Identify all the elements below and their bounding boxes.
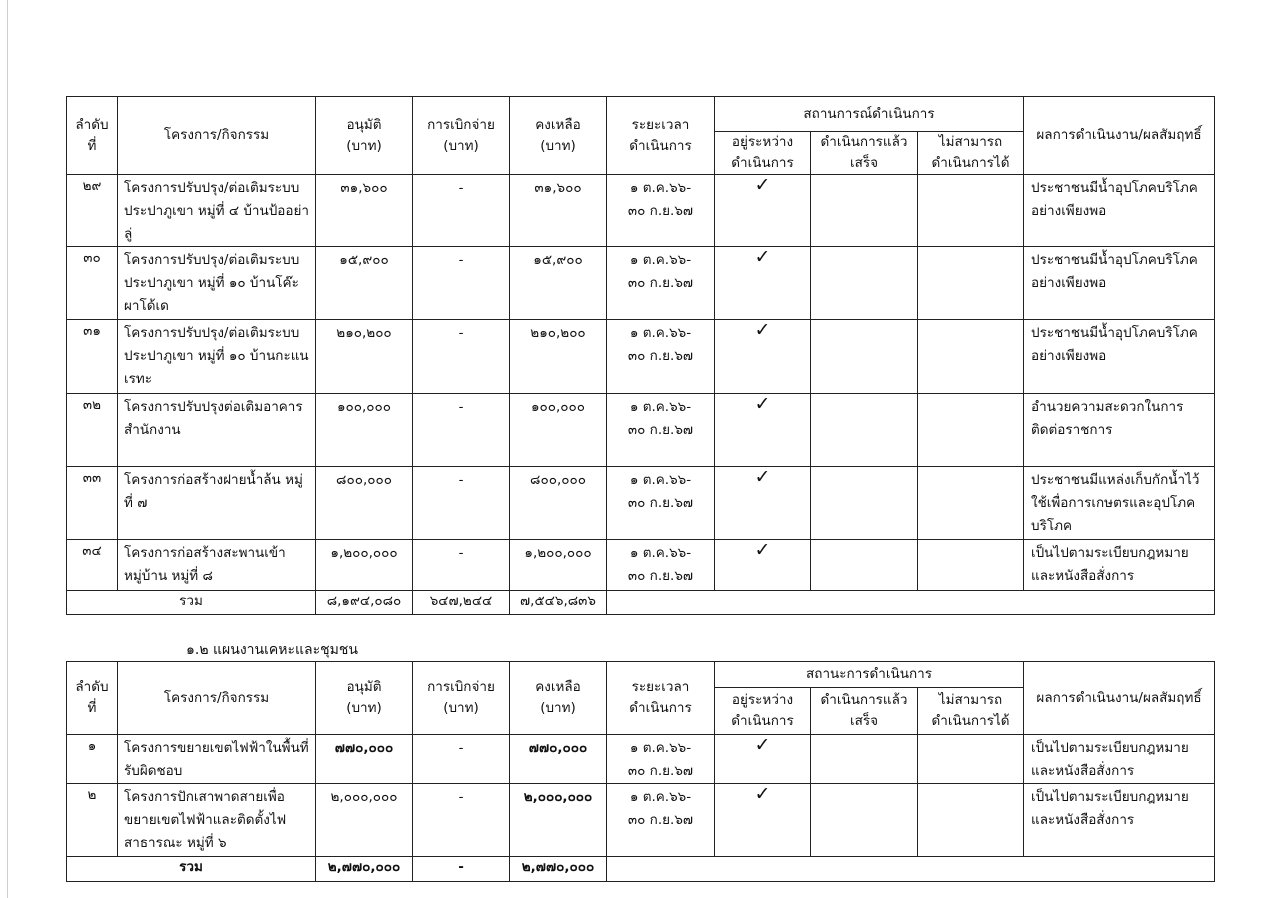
header-seq: ลำดับที่ [67, 97, 118, 175]
row-result: เป็นไปตามระเบียบกฎหมายและหนังสือสั่งการ [1024, 540, 1215, 591]
row-disbursed: - [413, 175, 510, 247]
row-approved: ๒,๐๐๐,๐๐๐ [316, 784, 413, 857]
row-seq: ๒๙ [67, 175, 118, 247]
check-mark-icon: ✓ [754, 539, 771, 561]
header-in-progress: อยู่ระหว่าง ดำเนินการ [715, 688, 811, 735]
header-status: สถานะการดำเนินการ [715, 662, 1024, 688]
row-project: โครงการปรับปรุงต่อเติมอาคารสำนักงาน [118, 394, 316, 467]
row-remaining: ๑๕,๙๐๐ [510, 247, 607, 320]
row-period: ๑ ต.ค.๖๖- ๓๐ ก.ย.๖๗ [607, 247, 715, 320]
section-title: ๑.๒ แผนงานเคหะและชุมชน [186, 642, 358, 658]
header-seq: ลำดับที่ [67, 662, 118, 735]
row-remaining: ๒,๐๐๐,๐๐๐ [510, 784, 607, 857]
total-remaining: ๒,๗๗๐,๐๐๐ [510, 857, 607, 882]
row-remaining: ๒๑๐,๒๐๐ [510, 320, 607, 394]
total-disbursed: - [413, 857, 510, 882]
row-seq: ๑ [67, 735, 118, 784]
row-approved: ๒๑๐,๒๐๐ [316, 320, 413, 394]
row-approved: ๑๐๐,๐๐๐ [316, 394, 413, 467]
budget-table-1 [66, 96, 1215, 615]
header-result: ผลการดำเนินงาน/ผลสัมฤทธิ์ [1024, 97, 1215, 175]
header-unable: ไม่สามารถ ดำเนินการได้ [918, 688, 1024, 735]
row-period: ๑ ต.ค.๖๖- ๓๐ ก.ย.๖๗ [607, 467, 715, 540]
row-seq: ๓๔ [67, 540, 118, 591]
row-result: เป็นไปตามระเบียบกฎหมายและหนังสือสั่งการ [1024, 784, 1215, 857]
row-disbursed: - [413, 247, 510, 320]
row-project: โครงการปรับปรุง/ต่อเติมระบบประปาภูเขา หมู่ที่ ๑๐ บ้านโค๊ะผาโด้เด [118, 247, 316, 320]
table-row [67, 175, 1215, 247]
row-approved: ๗๗๐,๐๐๐ [316, 735, 413, 784]
row-approved: ๘๐๐,๐๐๐ [316, 467, 413, 540]
row-remaining: ๘๐๐,๐๐๐ [510, 467, 607, 540]
row-seq: ๓๓ [67, 467, 118, 540]
table-row [67, 540, 1215, 591]
header-status: สถานการณ์ดำเนินการ [715, 97, 1024, 132]
row-project: โครงการปักเสาพาดสายเพื่อขยายเขตไฟฟ้าและติดตั้งไฟสาธารณะ หมู่ที่ ๖ [118, 784, 316, 857]
row-project: โครงการขยายเขตไฟฟ้าในพื้นที่รับผิดชอบ [118, 735, 316, 784]
check-mark-icon: ✓ [754, 319, 771, 341]
row-period: ๑ ต.ค.๖๖- ๓๐ ก.ย.๖๗ [607, 394, 715, 467]
total-label: รวม [67, 857, 316, 882]
row-period: ๑ ต.ค.๖๖- ๓๐ ก.ย.๖๗ [607, 320, 715, 394]
row-remaining: ๑,๒๐๐,๐๐๐ [510, 540, 607, 591]
row-seq: ๒ [67, 784, 118, 857]
check-mark-icon: ✓ [754, 783, 771, 805]
row-disbursed: - [413, 320, 510, 394]
header-unable: ไม่สามารถ ดำเนินการได้ [918, 132, 1024, 175]
check-mark-icon: ✓ [754, 174, 771, 196]
row-result: ประชาชนมีน้ำอุปโภคบริโภคอย่างเพียงพอ [1024, 247, 1215, 320]
row-disbursed: - [413, 467, 510, 540]
total-label: รวม [67, 591, 316, 615]
header-completed: ดำเนินการแล้ว เสร็จ [811, 688, 918, 735]
header-project: โครงการ/กิจกรรม [118, 97, 316, 175]
row-remaining: ๓๑,๖๐๐ [510, 175, 607, 247]
header-disbursed: การเบิกจ่าย (บาท) [413, 97, 510, 175]
row-project: โครงการก่อสร้างฝายน้ำล้น หมู่ที่ ๗ [118, 467, 316, 540]
row-remaining: ๗๗๐,๐๐๐ [510, 735, 607, 784]
table-row [67, 735, 1215, 784]
row-period: ๑ ต.ค.๖๖- ๓๐ ก.ย.๖๗ [607, 175, 715, 247]
row-approved: ๓๑,๖๐๐ [316, 175, 413, 247]
row-period: ๑ ต.ค.๖๖- ๓๐ ก.ย.๖๗ [607, 540, 715, 591]
header-completed: ดำเนินการแล้ว เสร็จ [811, 132, 918, 175]
row-disbursed: - [413, 394, 510, 467]
row-seq: ๓๐ [67, 247, 118, 320]
row-result: อำนวยความสะดวกในการติดต่อราชการ [1024, 394, 1215, 467]
check-mark-icon: ✓ [754, 466, 771, 488]
check-mark-icon: ✓ [754, 246, 771, 268]
total-remaining: ๗,๕๔๖,๘๓๖ [510, 591, 607, 615]
table-row [67, 467, 1215, 540]
row-approved: ๑,๒๐๐,๐๐๐ [316, 540, 413, 591]
header-period: ระยะเวลา ดำเนินการ [607, 662, 715, 735]
total-approved: ๘,๑๙๔,๐๘๐ [316, 591, 413, 615]
row-period: ๑ ต.ค.๖๖- ๓๐ ก.ย.๖๗ [607, 735, 715, 784]
row-seq: ๓๑ [67, 320, 118, 394]
row-project: โครงการก่อสร้างสะพานเข้าหมู่บ้าน หมู่ที่ ๘ [118, 540, 316, 591]
check-mark-icon: ✓ [754, 393, 771, 415]
row-disbursed: - [413, 540, 510, 591]
row-approved: ๑๕,๙๐๐ [316, 247, 413, 320]
budget-table-2 [66, 661, 1215, 882]
check-mark-icon: ✓ [754, 734, 771, 756]
row-disbursed: - [413, 735, 510, 784]
header-project: โครงการ/กิจกรรม [118, 662, 316, 735]
total-row [67, 591, 1215, 615]
header-approved: อนุมัติ (บาท) [316, 662, 413, 735]
header-period: ระยะเวลา ดำเนินการ [607, 97, 715, 175]
table-row [67, 784, 1215, 857]
page-edge-line [7, 0, 8, 898]
row-disbursed: - [413, 784, 510, 857]
header-remaining: คงเหลือ (บาท) [510, 97, 607, 175]
row-result: ประชาชนมีน้ำอุปโภคบริโภคอย่างเพียงพอ [1024, 175, 1215, 247]
header-disbursed: การเบิกจ่าย (บาท) [413, 662, 510, 735]
table-row [67, 394, 1215, 467]
row-result: เป็นไปตามระเบียบกฎหมายและหนังสือสั่งการ [1024, 735, 1215, 784]
row-seq: ๓๒ [67, 394, 118, 467]
row-result: ประชาชนมีแหล่งเก็บกักน้ำไว้ใช้เพื่อการเกษตรและอุปโภคบริโภค [1024, 467, 1215, 540]
row-remaining: ๑๐๐,๐๐๐ [510, 394, 607, 467]
row-result: ประชาชนมีน้ำอุปโภคบริโภคอย่างเพียงพอ [1024, 320, 1215, 394]
header-remaining: คงเหลือ (บาท) [510, 662, 607, 735]
header-result: ผลการดำเนินงาน/ผลสัมฤทธิ์ [1024, 662, 1215, 735]
header-approved: อนุมัติ (บาท) [316, 97, 413, 175]
table-row [67, 320, 1215, 394]
row-project: โครงการปรับปรุง/ต่อเติมระบบประปาภูเขา หมู่ที่ ๑๐ บ้านกะแนเรทะ [118, 320, 316, 394]
row-project: โครงการปรับปรุง/ต่อเติมระบบประปาภูเขา หมู่ที่ ๔ บ้านป้ออย่าลู่ [118, 175, 316, 247]
total-approved: ๒,๗๗๐,๐๐๐ [316, 857, 413, 882]
table-row [67, 247, 1215, 320]
total-disbursed: ๖๔๗,๒๔๔ [413, 591, 510, 615]
header-in-progress: อยู่ระหว่าง ดำเนินการ [715, 132, 811, 175]
total-row [67, 857, 1215, 882]
row-period: ๑ ต.ค.๖๖- ๓๐ ก.ย.๖๗ [607, 784, 715, 857]
